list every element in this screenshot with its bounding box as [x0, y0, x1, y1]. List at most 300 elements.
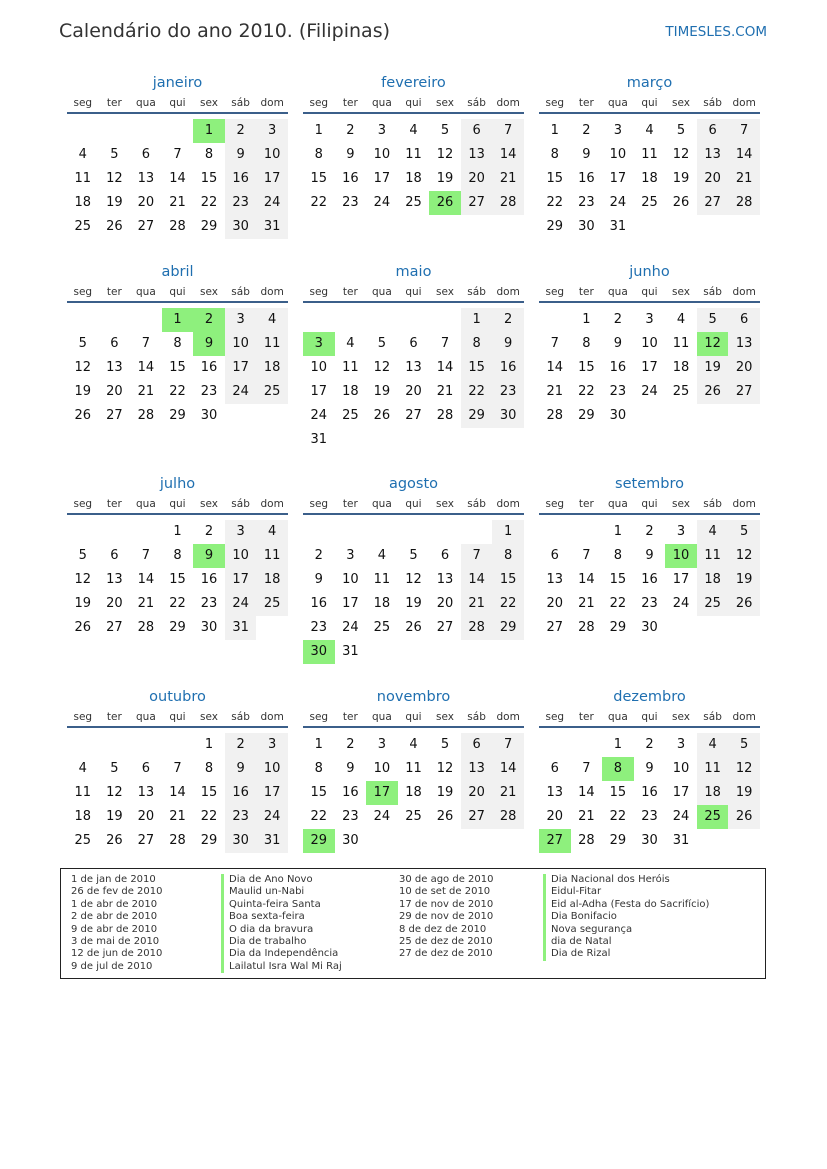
day-cell: 14: [578, 785, 595, 800]
day-cell: 30: [641, 833, 658, 848]
month-junho: [539, 262, 760, 428]
holiday-day-cell: 9: [193, 544, 225, 568]
weekday-header: seg: [303, 95, 335, 114]
day-cell: 26: [74, 408, 92, 423]
empty-cell: [99, 119, 131, 143]
empty-cell: [492, 640, 524, 664]
day-cell: 1: [613, 737, 623, 752]
month-setembro: [539, 474, 760, 640]
day-cell: 24: [342, 620, 359, 635]
weekday-header: sex: [665, 284, 697, 303]
day-cell: 12: [436, 761, 454, 776]
legend-holiday-name: Eidul-Fitar: [543, 886, 709, 898]
empty-cell: [539, 733, 571, 757]
day-cell: 6: [461, 733, 493, 757]
day-cell: 20: [106, 384, 123, 399]
weekday-header: ter: [335, 95, 367, 114]
day-cell: 11: [74, 171, 92, 186]
weekday-header: dom: [728, 95, 760, 114]
day-cell: 29: [546, 219, 564, 234]
day-cell: 16: [641, 785, 658, 800]
day-cell: 1: [173, 524, 182, 539]
weekday-header: seg: [67, 496, 99, 515]
holiday-day-cell: 1: [162, 308, 194, 332]
day-cell: 9: [645, 548, 654, 563]
day-cell: 19: [106, 809, 123, 824]
holiday-day-cell: 8: [602, 757, 634, 781]
empty-cell: [67, 733, 99, 757]
legend-holiday-name: Dia da Independência: [221, 948, 342, 960]
day-cell: 14: [137, 360, 155, 375]
month-outubro: [67, 687, 288, 853]
day-cell: 20: [461, 781, 493, 805]
day-cell: 31: [672, 833, 690, 848]
month-name: abril: [161, 264, 194, 280]
day-cell: 21: [492, 781, 524, 805]
day-cell: 10: [256, 143, 288, 167]
day-cell: 20: [137, 809, 155, 824]
legend-holiday-name: Maulid un-Nabi: [221, 886, 342, 898]
day-cell: 3: [225, 308, 257, 332]
day-cell: 1: [492, 520, 524, 544]
day-cell: 12: [106, 785, 123, 800]
day-cell: 24: [256, 805, 288, 829]
empty-cell: [539, 308, 571, 332]
empty-cell: [366, 520, 398, 544]
day-cell: 16: [641, 572, 658, 587]
empty-cell: [665, 616, 697, 640]
day-cell: 14: [137, 572, 155, 587]
weekday-header: seg: [67, 95, 99, 114]
holiday-day-cell: 17: [366, 781, 398, 805]
month-name: maio: [395, 264, 432, 280]
holiday-day-cell: 1: [193, 119, 225, 143]
legend-names-column: [543, 874, 709, 961]
day-cell: 13: [728, 332, 760, 356]
day-cell: 14: [492, 757, 524, 781]
day-cell: 29: [609, 620, 627, 635]
day-cell: 9: [613, 336, 623, 351]
day-cell: 6: [110, 548, 119, 563]
weekday-header: seg: [67, 284, 99, 303]
day-cell: 18: [74, 195, 92, 210]
day-cell: 10: [310, 360, 328, 375]
day-cell: 20: [461, 167, 493, 191]
weekday-header: dom: [728, 284, 760, 303]
legend-holiday-name: Dia de Rizal: [543, 948, 709, 960]
day-cell: 4: [409, 737, 418, 752]
day-cell: 8: [204, 147, 214, 162]
weekday-header: qua: [130, 95, 162, 114]
day-cell: 15: [310, 785, 328, 800]
weekday-header: sex: [193, 496, 225, 515]
day-cell: 22: [169, 596, 186, 611]
day-cell: 21: [436, 384, 454, 399]
weekday-header: sex: [429, 95, 461, 114]
month-grid: [539, 284, 760, 428]
month-name: outubro: [149, 689, 206, 705]
empty-cell: [429, 640, 461, 664]
weekday-header: qua: [130, 709, 162, 728]
weekday-header: qui: [634, 95, 666, 114]
day-cell: 25: [342, 408, 359, 423]
day-cell: 6: [697, 119, 729, 143]
weekday-header: ter: [571, 284, 603, 303]
day-cell: 21: [137, 384, 155, 399]
day-cell: 4: [256, 308, 288, 332]
empty-cell: [728, 215, 760, 239]
day-cell: 3: [256, 733, 288, 757]
weekday-header: sex: [193, 95, 225, 114]
holiday-day-cell: 10: [665, 544, 697, 568]
day-cell: 31: [225, 616, 257, 640]
day-cell: 31: [609, 219, 627, 234]
weekday-header: qua: [602, 95, 634, 114]
day-cell: 18: [256, 568, 288, 592]
weekday-header: qui: [398, 709, 430, 728]
day-cell: 23: [225, 191, 257, 215]
weekday-header: sex: [429, 284, 461, 303]
weekday-header: ter: [335, 284, 367, 303]
day-cell: 27: [137, 833, 155, 848]
weekday-header: sáb: [697, 95, 729, 114]
day-cell: 23: [641, 596, 658, 611]
day-cell: 27: [461, 191, 493, 215]
day-cell: 12: [405, 572, 422, 587]
day-cell: 8: [550, 147, 559, 162]
day-cell: 21: [492, 167, 524, 191]
day-cell: 10: [641, 336, 658, 351]
month-grid: [539, 95, 760, 239]
weekday-header: qua: [602, 496, 634, 515]
day-cell: 12: [728, 544, 760, 568]
day-cell: 20: [546, 596, 564, 611]
day-cell: 4: [645, 123, 654, 138]
weekday-header: sáb: [225, 496, 257, 515]
legend-holiday-name: Dia de Ano Novo: [221, 874, 342, 886]
day-cell: 27: [405, 408, 422, 423]
weekday-header: ter: [99, 95, 131, 114]
weekday-header: ter: [335, 496, 367, 515]
empty-cell: [398, 640, 430, 664]
day-cell: 6: [440, 548, 450, 563]
day-cell: 26: [672, 195, 690, 210]
empty-cell: [728, 404, 760, 428]
weekday-header: qui: [398, 496, 430, 515]
day-cell: 7: [492, 119, 524, 143]
day-cell: 4: [676, 312, 686, 327]
legend-holiday-name: O dia da bravura: [221, 924, 342, 936]
empty-cell: [366, 640, 398, 664]
weekday-header: sáb: [697, 284, 729, 303]
empty-cell: [429, 308, 461, 332]
weekday-header: dom: [728, 709, 760, 728]
day-cell: 3: [225, 520, 257, 544]
empty-cell: [697, 616, 729, 640]
legend-holiday-name: Dia Nacional dos Heróis: [543, 874, 709, 886]
day-cell: 17: [373, 171, 391, 186]
day-cell: 7: [728, 119, 760, 143]
day-cell: 11: [256, 544, 288, 568]
day-cell: 24: [672, 596, 690, 611]
day-cell: 24: [310, 408, 328, 423]
month-name: setembro: [615, 476, 684, 492]
day-cell: 16: [492, 356, 524, 380]
empty-cell: [665, 404, 697, 428]
day-cell: 21: [728, 167, 760, 191]
day-cell: 30: [578, 219, 595, 234]
empty-cell: [634, 215, 666, 239]
month-grid: [67, 284, 288, 428]
day-cell: 3: [377, 737, 387, 752]
empty-cell: [303, 520, 335, 544]
day-cell: 30: [225, 215, 257, 239]
weekday-header: sex: [193, 709, 225, 728]
empty-cell: [728, 616, 760, 640]
empty-cell: [130, 308, 162, 332]
weekday-header: qui: [634, 709, 666, 728]
day-cell: 30: [200, 408, 218, 423]
weekday-header: ter: [99, 284, 131, 303]
empty-cell: [162, 733, 194, 757]
day-cell: 22: [461, 380, 493, 404]
day-cell: 6: [141, 761, 151, 776]
day-cell: 2: [645, 524, 654, 539]
weekday-header: sáb: [461, 284, 493, 303]
day-cell: 9: [582, 147, 591, 162]
empty-cell: [539, 520, 571, 544]
day-cell: 2: [204, 524, 214, 539]
day-cell: 20: [106, 596, 123, 611]
holiday-day-cell: 26: [429, 191, 461, 215]
weekday-header: seg: [539, 709, 571, 728]
day-cell: 15: [200, 171, 218, 186]
holiday-day-cell: 2: [193, 308, 225, 332]
day-cell: 21: [137, 596, 155, 611]
day-cell: 12: [74, 572, 92, 587]
day-cell: 23: [200, 384, 218, 399]
day-cell: 15: [546, 171, 564, 186]
weekday-header: qui: [634, 284, 666, 303]
empty-cell: [335, 428, 367, 452]
empty-cell: [492, 428, 524, 452]
weekday-header: ter: [571, 496, 603, 515]
empty-cell: [366, 308, 398, 332]
day-cell: 25: [405, 809, 422, 824]
day-cell: 3: [613, 123, 623, 138]
day-cell: 2: [645, 737, 654, 752]
weekday-header: qua: [366, 284, 398, 303]
day-cell: 10: [373, 147, 391, 162]
day-cell: 8: [314, 761, 323, 776]
day-cell: 1: [582, 312, 591, 327]
day-cell: 2: [346, 737, 355, 752]
weekday-header: qui: [162, 95, 194, 114]
day-cell: 13: [106, 572, 123, 587]
day-cell: 31: [256, 829, 288, 853]
day-cell: 20: [697, 167, 729, 191]
day-cell: 10: [225, 332, 257, 356]
weekday-header: sáb: [697, 709, 729, 728]
day-cell: 16: [225, 781, 257, 805]
holiday-day-cell: 27: [539, 829, 571, 853]
month-grid: [303, 284, 524, 452]
weekday-header: dom: [256, 709, 288, 728]
empty-cell: [697, 404, 729, 428]
holiday-day-cell: 30: [303, 640, 335, 664]
day-cell: 6: [550, 761, 559, 776]
day-cell: 21: [578, 596, 595, 611]
weekday-header: qua: [602, 284, 634, 303]
day-cell: 5: [377, 336, 387, 351]
day-cell: 26: [74, 620, 92, 635]
day-cell: 23: [342, 809, 359, 824]
day-cell: 19: [728, 568, 760, 592]
site-link[interactable]: TIMESLES.COM: [665, 24, 767, 40]
day-cell: 9: [645, 761, 654, 776]
day-cell: 4: [377, 548, 387, 563]
day-cell: 27: [546, 620, 564, 635]
day-cell: 15: [169, 572, 186, 587]
empty-cell: [366, 829, 398, 853]
empty-cell: [571, 520, 603, 544]
weekday-header: sex: [665, 95, 697, 114]
day-cell: 27: [728, 380, 760, 404]
day-cell: 20: [546, 809, 564, 824]
day-cell: 27: [697, 191, 729, 215]
legend-date: 26 de fev de 2010: [71, 886, 163, 898]
day-cell: 7: [461, 544, 493, 568]
day-cell: 26: [373, 408, 391, 423]
day-cell: 12: [672, 147, 690, 162]
holiday-day-cell: 12: [697, 332, 729, 356]
day-cell: 22: [609, 809, 627, 824]
empty-cell: [335, 520, 367, 544]
day-cell: 5: [409, 548, 418, 563]
weekday-header: qui: [398, 95, 430, 114]
empty-cell: [398, 520, 430, 544]
day-cell: 24: [225, 380, 257, 404]
legend-holiday-name: Lailatul Isra Wal Mi Raj: [221, 961, 342, 973]
day-cell: 12: [436, 147, 454, 162]
day-cell: 13: [461, 143, 493, 167]
month-name: julho: [159, 476, 196, 492]
day-cell: 17: [609, 171, 627, 186]
empty-cell: [571, 733, 603, 757]
day-cell: 18: [342, 384, 359, 399]
day-cell: 22: [492, 592, 524, 616]
day-cell: 14: [728, 143, 760, 167]
day-cell: 7: [440, 336, 450, 351]
day-cell: 9: [346, 761, 355, 776]
day-cell: 6: [550, 548, 559, 563]
month-março: [539, 73, 760, 239]
day-cell: 19: [728, 781, 760, 805]
day-cell: 15: [492, 568, 524, 592]
day-cell: 30: [492, 404, 524, 428]
empty-cell: [130, 119, 162, 143]
day-cell: 24: [672, 809, 690, 824]
day-cell: 26: [728, 805, 760, 829]
day-cell: 29: [169, 620, 186, 635]
weekday-header: qui: [634, 496, 666, 515]
legend-date: 1 de jan de 2010: [71, 874, 156, 885]
day-cell: 7: [173, 147, 182, 162]
empty-cell: [335, 308, 367, 332]
day-cell: 19: [436, 171, 454, 186]
day-cell: 12: [74, 360, 92, 375]
weekday-header: qua: [130, 496, 162, 515]
month-name: fevereiro: [381, 75, 446, 91]
legend-date: 3 de mai de 2010: [71, 935, 160, 947]
day-cell: 19: [405, 596, 422, 611]
day-cell: 7: [141, 548, 151, 563]
legend-date: 12 de jun de 2010: [71, 948, 163, 960]
empty-cell: [461, 829, 493, 853]
day-cell: 22: [200, 809, 218, 824]
day-cell: 6: [110, 336, 119, 351]
day-cell: 28: [169, 219, 186, 234]
day-cell: 11: [672, 336, 690, 351]
day-cell: 21: [169, 195, 186, 210]
legend-dates-column: [399, 874, 493, 961]
day-cell: 18: [672, 360, 690, 375]
day-cell: 25: [74, 833, 92, 848]
empty-cell: [697, 215, 729, 239]
day-cell: 12: [106, 171, 123, 186]
day-cell: 15: [310, 171, 328, 186]
day-cell: 13: [137, 171, 155, 186]
day-cell: 31: [342, 644, 359, 659]
empty-cell: [429, 520, 461, 544]
empty-cell: [162, 119, 194, 143]
day-cell: 5: [728, 733, 760, 757]
day-cell: 22: [310, 195, 328, 210]
month-abril: [67, 262, 288, 428]
weekday-header: qui: [162, 496, 194, 515]
day-cell: 28: [169, 833, 186, 848]
weekday-header: sex: [665, 496, 697, 515]
day-cell: 28: [728, 191, 760, 215]
day-cell: 17: [672, 785, 690, 800]
day-cell: 21: [169, 809, 186, 824]
legend-date: 9 de jul de 2010: [71, 960, 153, 972]
day-cell: 13: [697, 143, 729, 167]
day-cell: 30: [342, 833, 359, 848]
day-cell: 1: [204, 737, 214, 752]
legend-date: 9 de abr de 2010: [71, 923, 158, 935]
day-cell: 17: [310, 384, 328, 399]
empty-cell: [366, 428, 398, 452]
day-cell: 24: [225, 592, 257, 616]
weekday-header: qua: [366, 709, 398, 728]
legend-date: 10 de set de 2010: [399, 886, 491, 898]
day-cell: 18: [697, 568, 729, 592]
day-cell: 3: [377, 123, 387, 138]
day-cell: 17: [641, 360, 658, 375]
day-cell: 30: [641, 620, 658, 635]
weekday-header: sex: [193, 284, 225, 303]
day-cell: 29: [169, 408, 186, 423]
day-cell: 18: [405, 785, 422, 800]
weekday-header: seg: [539, 496, 571, 515]
month-grid: [303, 709, 524, 853]
day-cell: 16: [200, 360, 218, 375]
empty-cell: [398, 829, 430, 853]
day-cell: 6: [409, 336, 418, 351]
day-cell: 11: [405, 761, 422, 776]
weekday-header: dom: [256, 496, 288, 515]
